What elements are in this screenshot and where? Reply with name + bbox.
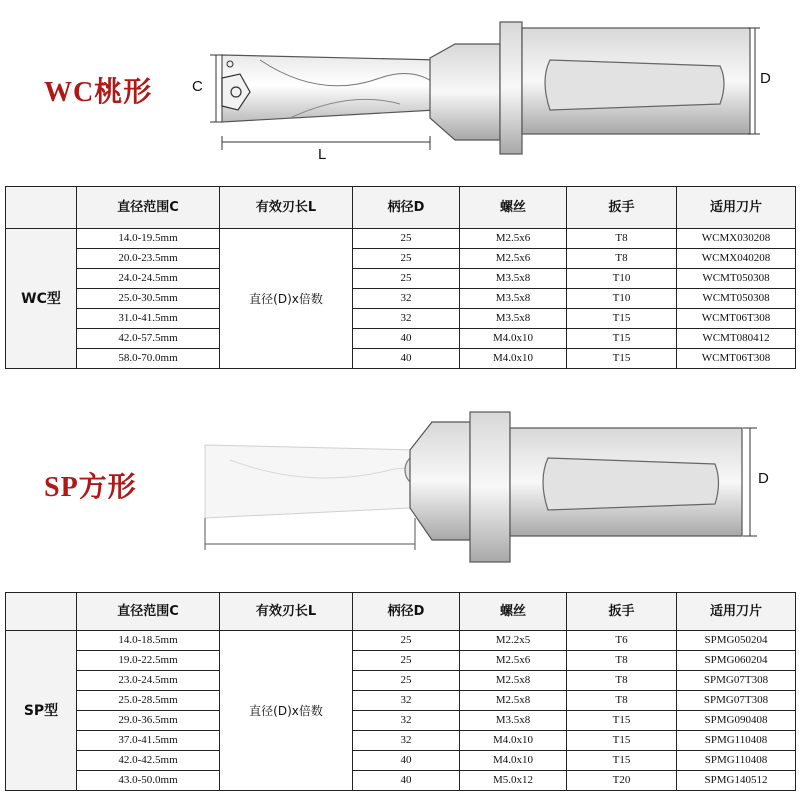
cell-wrench: T20 [567, 771, 677, 791]
cell-insert: SPMG090408 [677, 711, 796, 731]
cell-wrench: T10 [567, 289, 677, 309]
cell-diameter: 24.0-24.5mm [77, 269, 220, 289]
sp-drill-drawing [170, 400, 770, 570]
wc-section-title: WC桃形 [44, 77, 153, 108]
wc-collar [500, 22, 522, 154]
cell-screw: M2.5x6 [460, 229, 567, 249]
table-row [6, 289, 796, 309]
cell-wrench: T6 [567, 631, 677, 651]
wc-header-wrench: 扳手 [567, 187, 677, 229]
wc-dim-c-label: C [192, 78, 203, 95]
table-row [6, 651, 796, 671]
sp-effective-length: 直径(D)x倍数 [220, 631, 353, 791]
cell-wrench: T15 [567, 751, 677, 771]
cell-shank: 32 [353, 309, 460, 329]
cell-wrench: T8 [567, 671, 677, 691]
cell-wrench: T15 [567, 309, 677, 329]
cell-diameter: 19.0-22.5mm [77, 651, 220, 671]
cell-wrench: T8 [567, 691, 677, 711]
wc-dim-l-label: L [318, 146, 327, 163]
cell-diameter: 42.0-42.5mm [77, 751, 220, 771]
sp-header-diameter: 直径范围C [77, 593, 220, 631]
cell-screw: M4.0x10 [460, 349, 567, 369]
cell-shank: 40 [353, 771, 460, 791]
cell-shank: 32 [353, 731, 460, 751]
cell-shank: 40 [353, 329, 460, 349]
cell-shank: 25 [353, 651, 460, 671]
cell-diameter: 20.0-23.5mm [77, 249, 220, 269]
wc-header-insert: 适用刀片 [677, 187, 796, 229]
cell-screw: M2.2x5 [460, 631, 567, 651]
table-row [6, 691, 796, 711]
wc-header-diameter: 直径范围C [77, 187, 220, 229]
cell-screw: M3.5x8 [460, 711, 567, 731]
cell-wrench: T15 [567, 349, 677, 369]
cell-screw: M4.0x10 [460, 329, 567, 349]
cell-screw: M2.5x8 [460, 691, 567, 711]
table-row [6, 631, 796, 651]
cell-insert: WCMT06T308 [677, 309, 796, 329]
cell-insert: WCMT06T308 [677, 349, 796, 369]
cell-wrench: T15 [567, 711, 677, 731]
table-row [6, 711, 796, 731]
cell-screw: M4.0x10 [460, 731, 567, 751]
cell-diameter: 42.0-57.5mm [77, 329, 220, 349]
wc-dim-d-label: D [760, 70, 771, 87]
sp-header-insert: 适用刀片 [677, 593, 796, 631]
cell-screw: M5.0x12 [460, 771, 567, 791]
cell-insert: WCMX040208 [677, 249, 796, 269]
cell-diameter: 25.0-30.5mm [77, 289, 220, 309]
table-row [6, 349, 796, 369]
table-row [6, 269, 796, 289]
cell-diameter: 29.0-36.5mm [77, 711, 220, 731]
sp-section-title: SP方形 [44, 472, 137, 503]
wc-spec-table [5, 186, 796, 369]
wc-header-length: 有效刃长L [220, 187, 353, 229]
table-row [6, 671, 796, 691]
wc-header-blank [6, 187, 77, 229]
cell-insert: SPMG050204 [677, 631, 796, 651]
cell-screw: M2.5x6 [460, 651, 567, 671]
cell-diameter: 31.0-41.5mm [77, 309, 220, 329]
cell-wrench: T8 [567, 249, 677, 269]
cell-insert: WCMT050308 [677, 289, 796, 309]
cell-diameter: 43.0-50.0mm [77, 771, 220, 791]
table-row [6, 329, 796, 349]
cell-diameter: 58.0-70.0mm [77, 349, 220, 369]
cell-shank: 25 [353, 671, 460, 691]
cell-diameter: 25.0-28.5mm [77, 691, 220, 711]
cell-shank: 32 [353, 711, 460, 731]
cell-insert: WCMT080412 [677, 329, 796, 349]
table-row [6, 309, 796, 329]
cell-insert: SPMG110408 [677, 731, 796, 751]
cell-diameter: 37.0-41.5mm [77, 731, 220, 751]
cell-shank: 32 [353, 289, 460, 309]
wc-header-shank: 柄径D [353, 187, 460, 229]
cell-wrench: T15 [567, 731, 677, 751]
wc-drill-body [222, 55, 450, 122]
cell-shank: 32 [353, 691, 460, 711]
table-row [6, 229, 796, 249]
cell-diameter: 14.0-18.5mm [77, 631, 220, 651]
sp-header-shank: 柄径D [353, 593, 460, 631]
table-row [6, 731, 796, 751]
cell-shank: 25 [353, 229, 460, 249]
sp-header-wrench: 扳手 [567, 593, 677, 631]
cell-screw: M3.5x8 [460, 269, 567, 289]
sp-header-screw: 螺丝 [460, 593, 567, 631]
cell-shank: 40 [353, 751, 460, 771]
cell-wrench: T15 [567, 329, 677, 349]
wc-header-screw: 螺丝 [460, 187, 567, 229]
sp-spec-table [5, 592, 796, 791]
sp-header-length: 有效刃长L [220, 593, 353, 631]
sp-header-blank [6, 593, 77, 631]
cell-insert: SPMG140512 [677, 771, 796, 791]
sp-drill-body [205, 445, 430, 518]
wc-type-label: WC型 [6, 229, 77, 369]
cell-insert: SPMG07T308 [677, 671, 796, 691]
cell-diameter: 23.0-24.5mm [77, 671, 220, 691]
table-row [6, 771, 796, 791]
cell-insert: WCMX030208 [677, 229, 796, 249]
cell-shank: 25 [353, 249, 460, 269]
wc-effective-length: 直径(D)x倍数 [220, 229, 353, 369]
sp-type-label: SP型 [6, 631, 77, 791]
cell-insert: SPMG110408 [677, 751, 796, 771]
cell-insert: WCMT050308 [677, 269, 796, 289]
cell-screw: M3.5x8 [460, 309, 567, 329]
cell-wrench: T8 [567, 229, 677, 249]
cell-shank: 25 [353, 269, 460, 289]
cell-wrench: T8 [567, 651, 677, 671]
cell-wrench: T10 [567, 269, 677, 289]
wc-drill-drawing [200, 0, 760, 175]
cell-insert: SPMG060204 [677, 651, 796, 671]
cell-screw: M3.5x8 [460, 289, 567, 309]
table-row [6, 249, 796, 269]
cell-insert: SPMG07T308 [677, 691, 796, 711]
cell-shank: 25 [353, 631, 460, 651]
cell-diameter: 14.0-19.5mm [77, 229, 220, 249]
cell-screw: M4.0x10 [460, 751, 567, 771]
cell-screw: M2.5x8 [460, 671, 567, 691]
sp-collar [470, 412, 510, 562]
cell-screw: M2.5x6 [460, 249, 567, 269]
table-row [6, 751, 796, 771]
cell-shank: 40 [353, 349, 460, 369]
sp-dim-d-label: D [758, 470, 769, 487]
